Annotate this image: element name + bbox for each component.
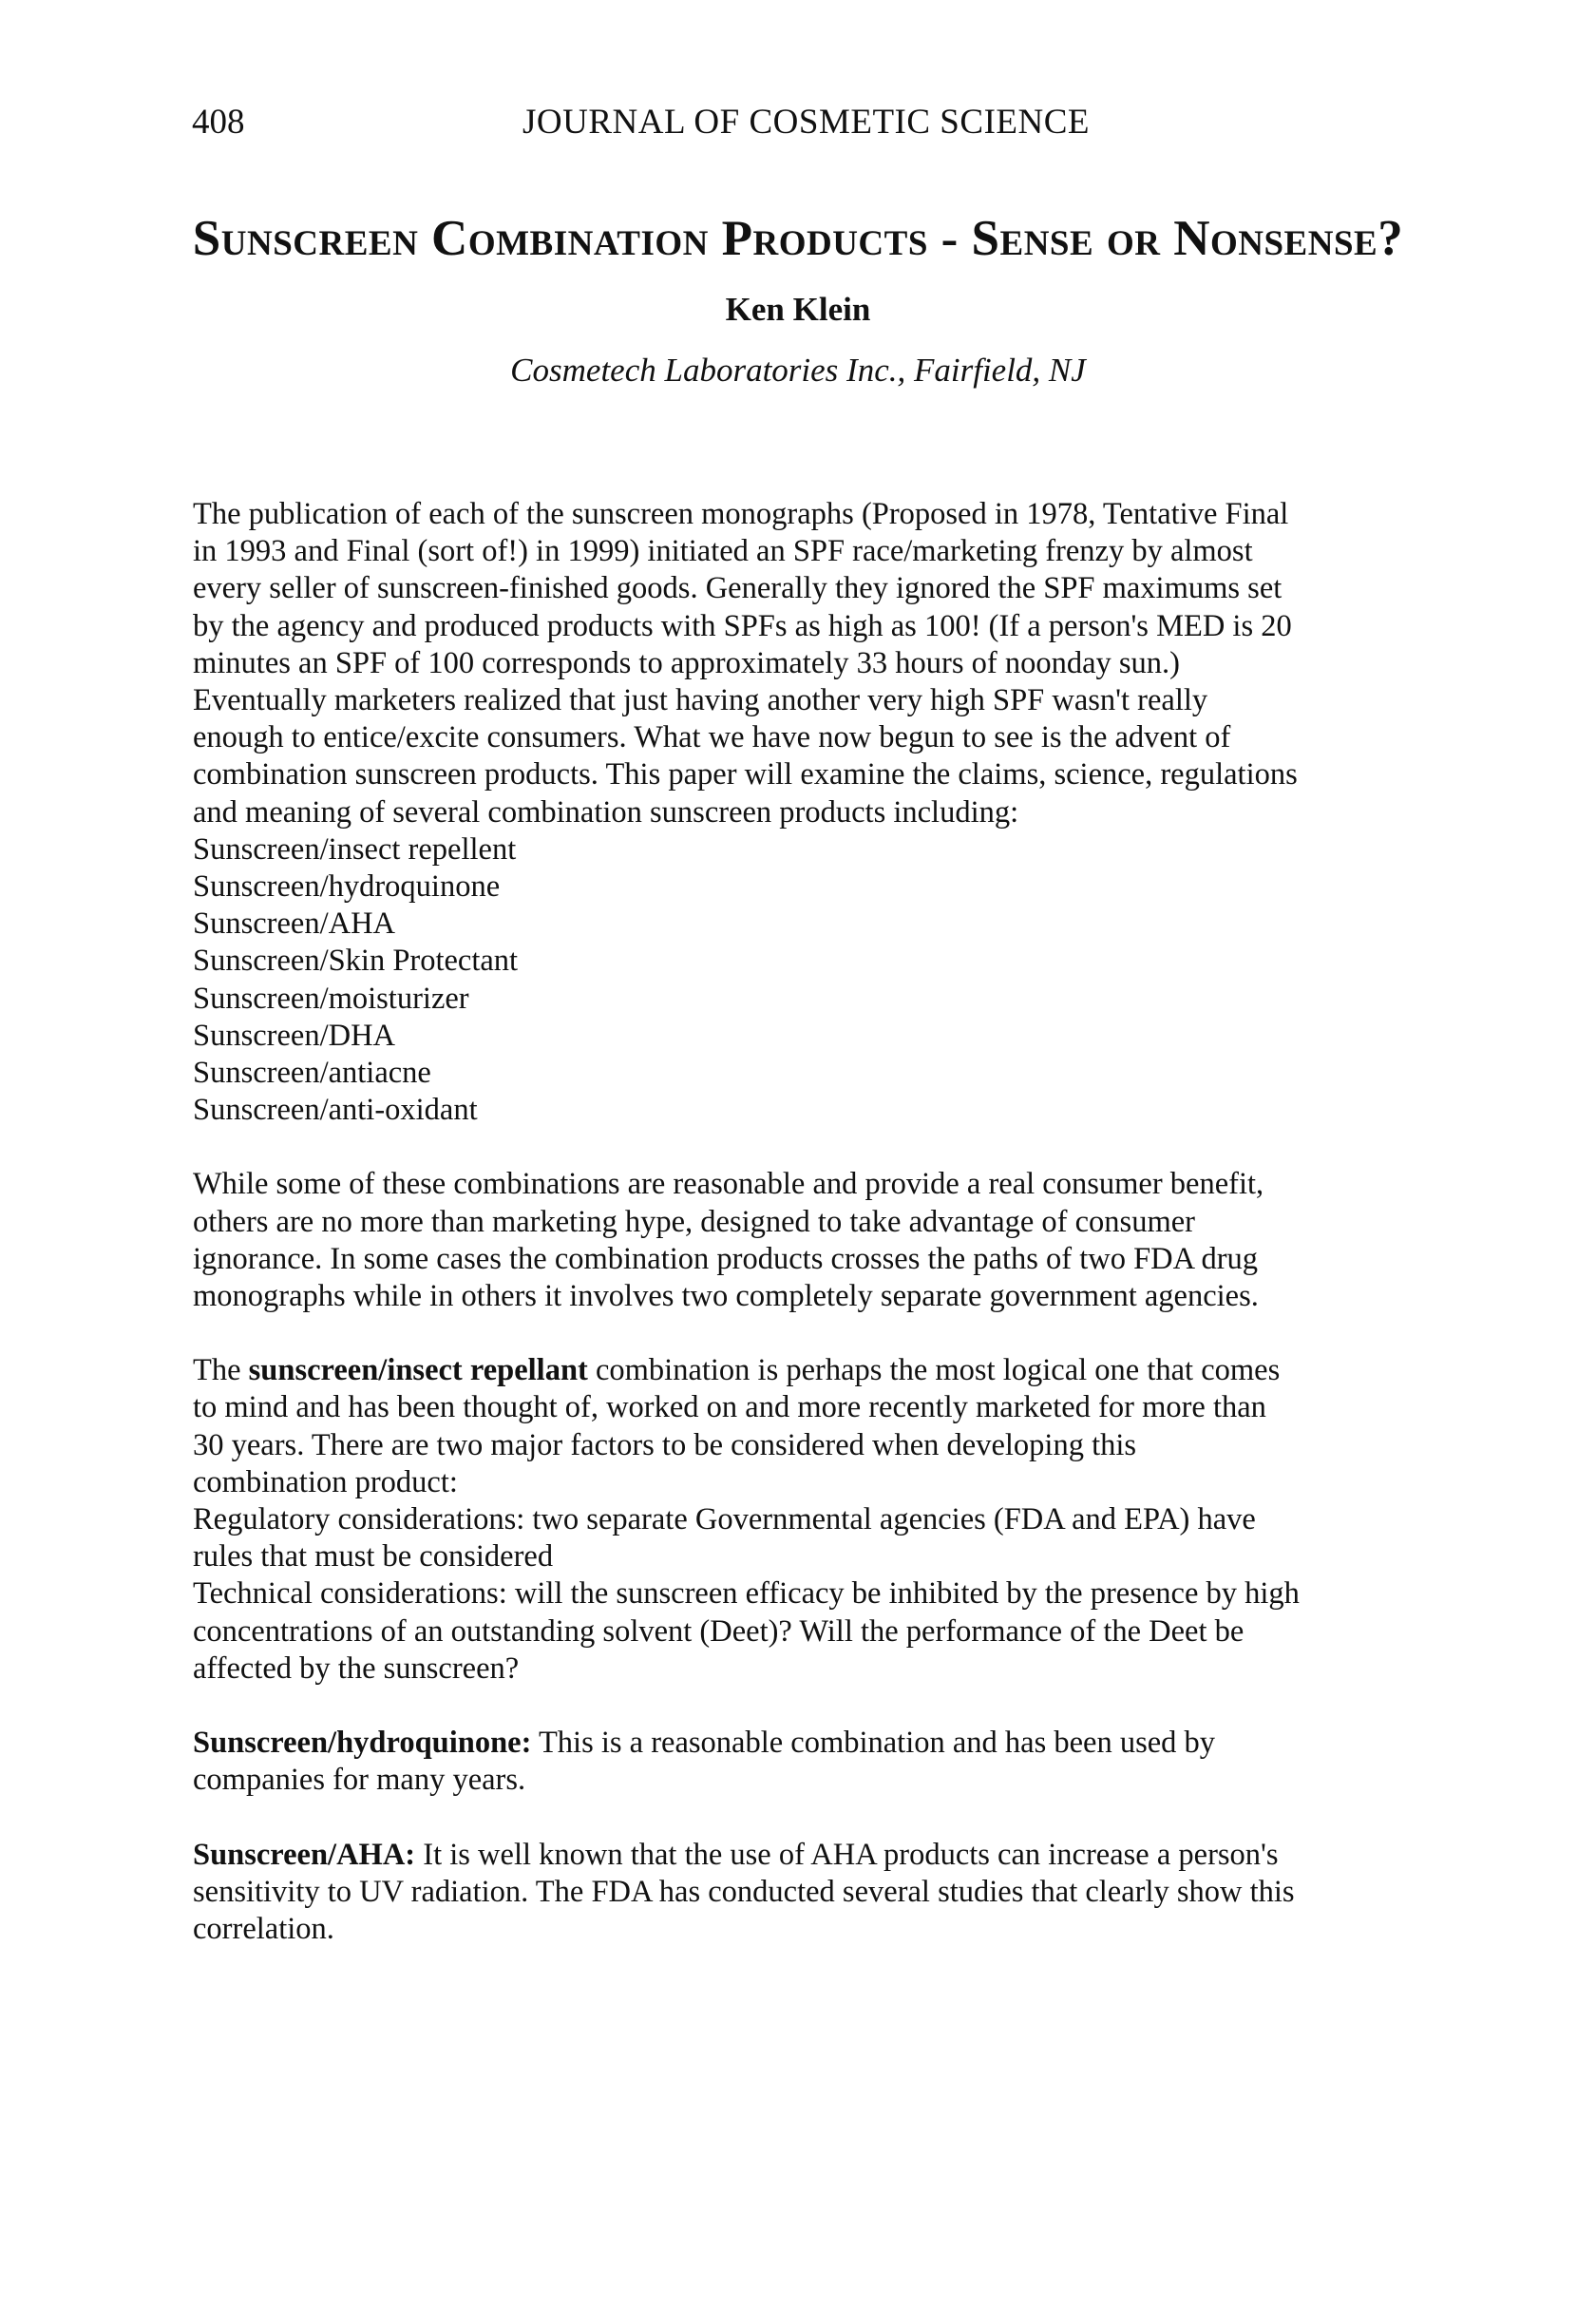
text-line: affected by the sunscreen?: [193, 1651, 520, 1686]
text-run: It is well known that the use of AHA products can increase a person's: [415, 1837, 1279, 1872]
text-run: The: [193, 1353, 249, 1388]
bold-term: Sunscreen/AHA:: [193, 1837, 416, 1872]
text-line: The publication of each of the sunscreen monographs (Proposed in 1978, Tentative Final: [193, 497, 1289, 531]
text-line: rules that must be considered: [193, 1539, 554, 1574]
page-number: 408: [192, 103, 245, 142]
text-line: [193, 1725, 1418, 1762]
aha-paragraph: [193, 1837, 1418, 1949]
article-title: Sunscreen Combination Products - Sense or Nonsense?: [192, 211, 1404, 266]
text-line: in 1993 and Final (sort of!) in 1999) initiated an SPF race/marketing frenzy by almost: [193, 534, 1253, 569]
list-item: Sunscreen/DHA: [193, 1018, 396, 1053]
text-line: to mind and has been thought of, worked on and more recently marketed for more than: [193, 1390, 1266, 1425]
text-line: ignorance. In some cases the combination products crosses the paths of two FDA drug: [193, 1241, 1259, 1276]
list-item: Sunscreen/hydroquinone: [193, 869, 501, 905]
insect-repellant-paragraph: [193, 1352, 1418, 1688]
list-item: Sunscreen/anti-oxidant: [193, 1093, 478, 1128]
article-body: [193, 496, 1418, 1948]
text-line: and meaning of several combination sunscreen products including:: [193, 794, 1019, 830]
text-line: enough to entice/excite consumers. What we have now begun to see is the advent of: [193, 720, 1231, 755]
list-item: Sunscreen/insect repellent: [193, 831, 517, 867]
text-line: Technical considerations: will the sunscreen efficacy be inhibited by the presence by high: [193, 1576, 1300, 1612]
text-line: combination product:: [193, 1464, 458, 1499]
text-line: others are no more than marketing hype, designed to take advantage of consumer: [193, 1204, 1195, 1239]
hydroquinone-paragraph: [193, 1725, 1418, 1799]
text-line: combination sunscreen products. This paper will examine the claims, science, regulations: [193, 757, 1298, 792]
product-list: [193, 831, 1418, 1130]
text-run: combination is perhaps the most logical one that comes: [587, 1353, 1281, 1388]
text-line: 30 years. There are two major factors to be considered when developing this: [193, 1427, 1137, 1462]
text-line: companies for many years.: [193, 1763, 526, 1798]
text-run: This is a reasonable combination and has been used by: [531, 1726, 1216, 1761]
combinations-paragraph: [193, 1166, 1418, 1315]
running-head: [0, 99, 1596, 146]
bold-term: Sunscreen/hydroquinone:: [193, 1726, 532, 1761]
text-line: Eventually marketers realized that just having another very high SPF wasn't really: [193, 683, 1208, 718]
text-line: minutes an SPF of 100 corresponds to approximately 33 hours of noonday sun.): [193, 645, 1180, 680]
text-line: Regulatory considerations: two separate Governmental agencies (FDA and EPA) have: [193, 1502, 1256, 1537]
intro-paragraph: [193, 496, 1418, 831]
list-item: Sunscreen/AHA: [193, 906, 396, 942]
list-item: Sunscreen/Skin Protectant: [193, 944, 519, 979]
text-line: While some of these combinations are reasonable and provide a real consumer benefit,: [193, 1167, 1264, 1202]
text-line: [193, 1837, 1418, 1874]
journal-title: JOURNAL OF COSMETIC SCIENCE: [522, 103, 1090, 142]
text-line: sensitivity to UV radiation. The FDA has conducted several studies that clearly show this: [193, 1874, 1295, 1909]
text-line: concentrations of an outstanding solvent (Deet)? Will the performance of the Deet be: [193, 1613, 1244, 1649]
bold-term: sunscreen/insect repellant: [248, 1353, 588, 1388]
text-line: every seller of sunscreen-finished goods. Generally they ignored the SPF maximums set: [193, 571, 1282, 606]
list-item: Sunscreen/moisturizer: [193, 981, 469, 1016]
author-name: Ken Klein: [725, 291, 871, 328]
author-affiliation: Cosmetech Laboratories Inc., Fairfield, NJ: [510, 352, 1086, 389]
text-line: monographs while in others it involves two completely separate government agencies.: [193, 1279, 1259, 1314]
text-line: [193, 1352, 1418, 1389]
text-line: correlation.: [193, 1911, 334, 1946]
text-line: by the agency and produced products with SPFs as high as 100! (If a person's MED is 20: [193, 608, 1292, 643]
list-item: Sunscreen/antiacne: [193, 1056, 431, 1091]
